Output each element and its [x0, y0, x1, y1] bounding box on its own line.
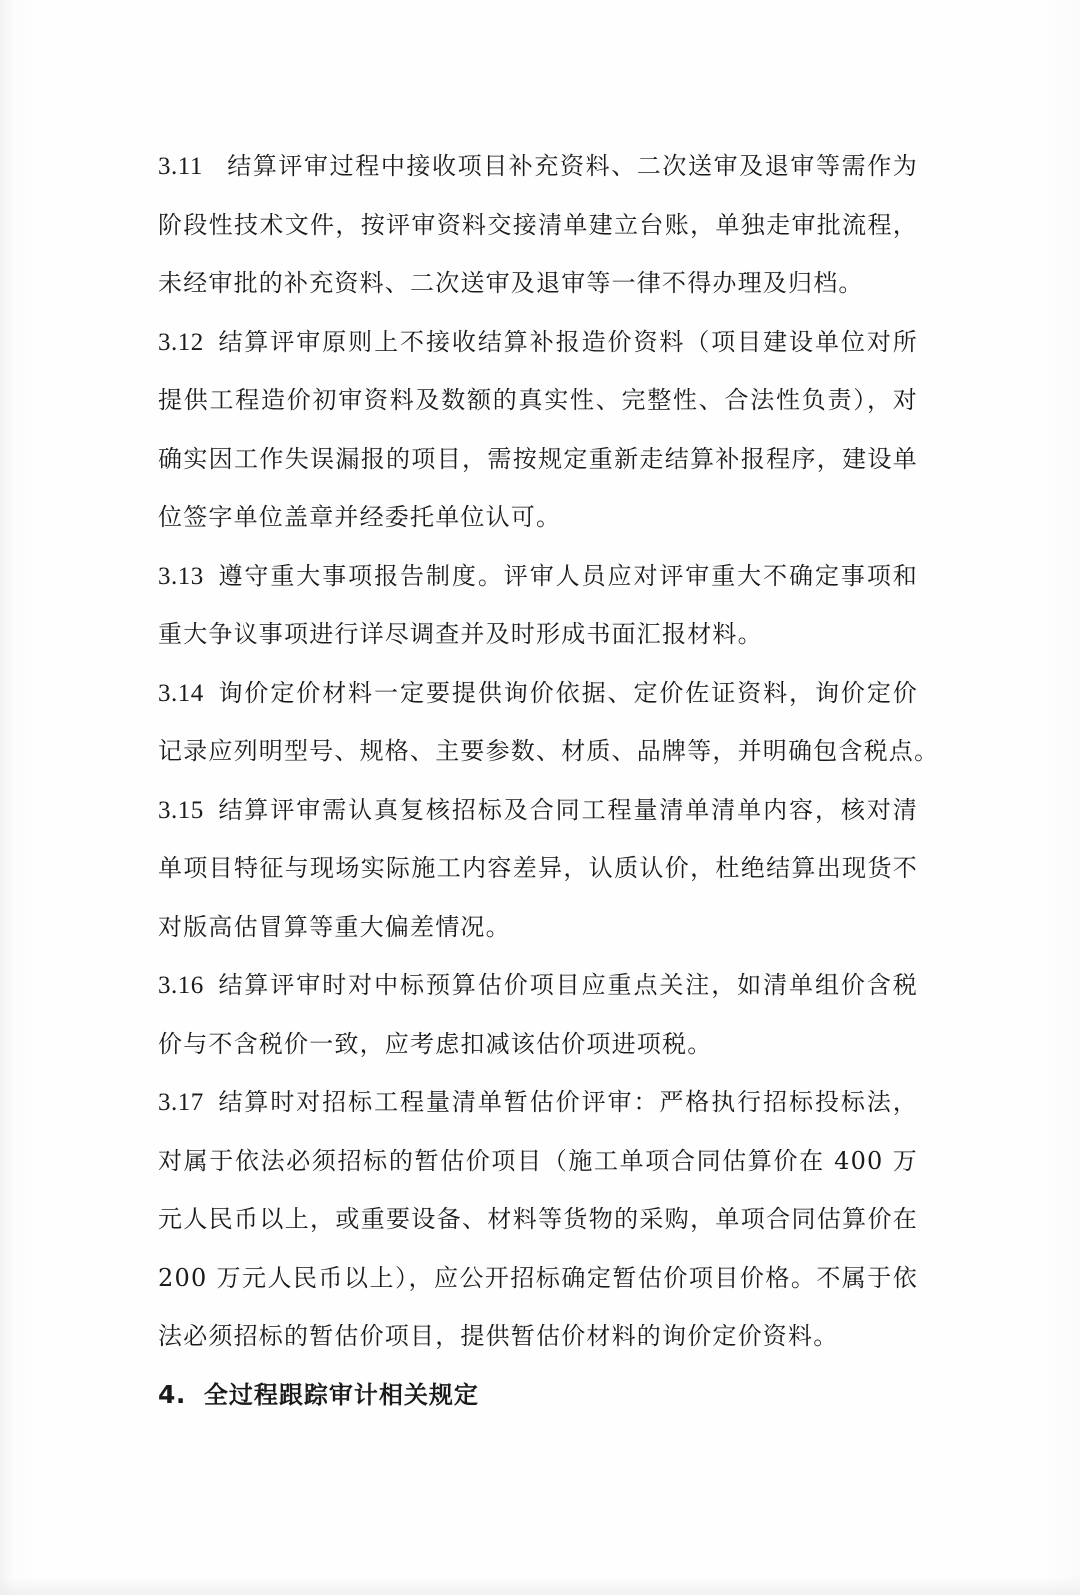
clause-text: 询价定价材料一定要提供询价依据、定价佐证资料，询价定价 [217, 678, 918, 707]
clause-line: 未经审批的补充资料、二次送审及退审等一律不得办理及归档。 [158, 269, 864, 297]
clause-line: 对版高估冒算等重大偏差情况。 [158, 912, 511, 941]
clause-text: 结算评审需认真复核招标及合同工程量清单清单内容，核对清 [217, 795, 918, 824]
clause-number: 3.11 [158, 153, 203, 180]
clause-line: 元人民币以上，或重要设备、材料等货物的采购，单项合同估算价在 [158, 1205, 918, 1233]
section-heading [158, 1366, 918, 1425]
clause-line: 确实因工作失误漏报的项目，需按规定重新走结算补报程序，建设单 [158, 444, 918, 473]
document-body [158, 137, 940, 1424]
clause-line: 对属于依法必须招标的暂估价项目（施工单项合同估算价在 400 万 [158, 1146, 918, 1175]
clause-line [158, 664, 918, 723]
clause-3-12 [158, 313, 918, 547]
clause-number: 3.13 [158, 562, 204, 590]
clause-line: 法必须招标的暂估价项目，提供暂估价材料的询价定价资料。 [158, 1322, 839, 1350]
clause-3-11 [158, 137, 918, 313]
clause-number: 3.16 [158, 972, 204, 999]
clause-3-17 [158, 1073, 918, 1366]
clause-line: 价与不含税价一致，应考虑扣减该估价项进项税。 [158, 1029, 713, 1058]
clause-text: 遵守重大事项报告制度。评审人员应对评审重大不确定事项和 [217, 561, 918, 590]
clause-line [158, 313, 918, 372]
clause-line: 记录应列明型号、规格、主要参数、材质、品牌等，并明确包含税点。 [158, 737, 940, 765]
clause-line: 单项目特征与现场实际施工内容差异，认质认价，杜绝结算出现货不 [158, 854, 918, 882]
clause-line: 重大争议事项进行详尽调查并及时形成书面汇报材料。 [158, 620, 763, 648]
clause-3-15 [158, 781, 918, 957]
section-number: 4. [158, 1379, 186, 1409]
clause-3-16 [158, 956, 918, 1073]
clause-3-14 [158, 664, 940, 781]
clause-line [158, 956, 918, 1015]
clause-line [158, 137, 918, 196]
clause-number: 3.14 [158, 679, 204, 707]
clause-text: 结算评审时对中标预算估价项目应重点关注，如清单组价含税 [217, 971, 918, 999]
clause-line [158, 547, 918, 606]
clause-line: 位签字单位盖章并经委托单位认可。 [158, 503, 562, 531]
clause-line: 阶段性技术文件，按评审资料交接清单建立台账，单独走审批流程， [158, 210, 918, 239]
section-title: 全过程跟踪审计相关规定 [203, 1380, 479, 1409]
clause-line [158, 781, 918, 840]
clause-number: 3.15 [158, 796, 204, 824]
clause-text: 结算评审过程中接收项目补充资料、二次送审及退审等需作为 [226, 152, 918, 180]
clause-line: 提供工程造价初审资料及数额的真实性、完整性、合法性负责），对 [158, 386, 918, 414]
clause-text: 结算时对招标工程量清单暂估价评审：严格执行招标投标法， [217, 1088, 918, 1116]
scan-edge-shadow [0, 1577, 1080, 1595]
clause-line [158, 1073, 918, 1132]
clause-3-13 [158, 547, 918, 664]
clause-line: 200 万元人民币以上），应公开招标确定暂估价项目价格。不属于依 [158, 1263, 918, 1292]
clause-number: 3.12 [158, 328, 204, 356]
clause-number: 3.17 [158, 1089, 204, 1116]
clause-text: 结算评审原则上不接收结算补报造价资料（项目建设单位对所 [217, 327, 918, 356]
